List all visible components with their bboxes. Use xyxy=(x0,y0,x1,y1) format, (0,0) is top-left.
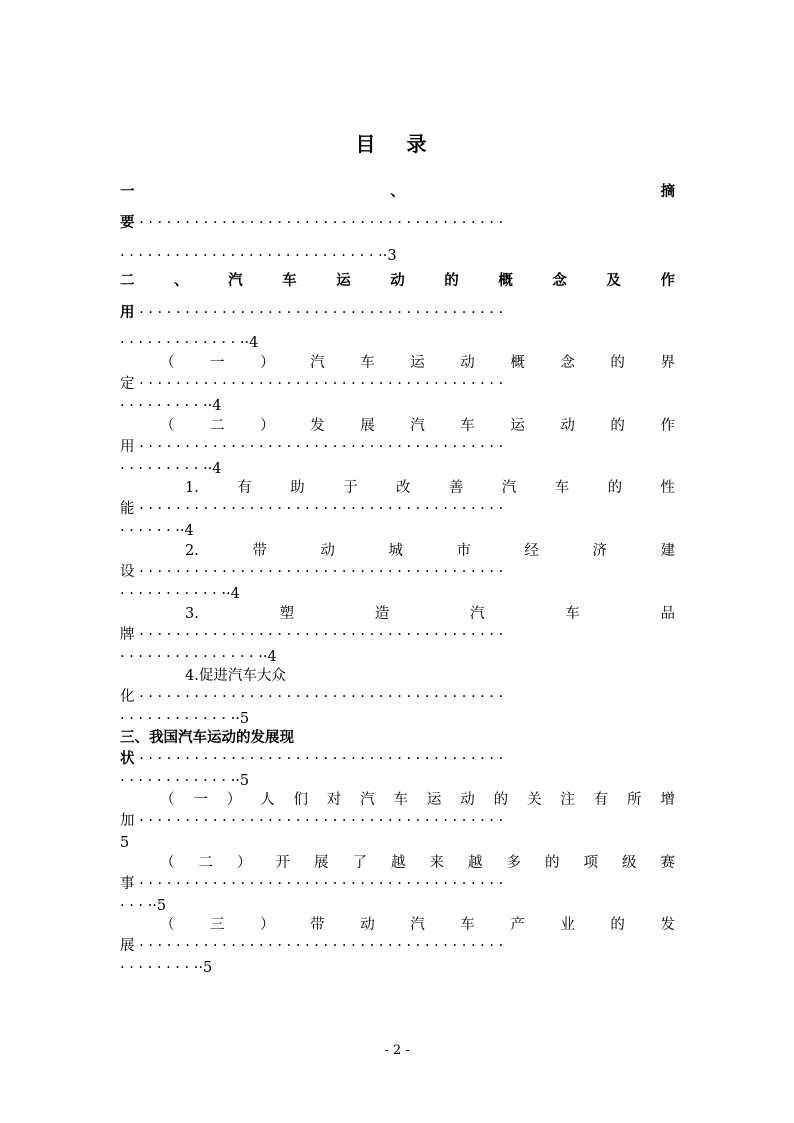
toc-heading-char: 一 xyxy=(210,355,225,371)
toc-heading-end: 化 xyxy=(120,689,135,705)
toc-heading-char: 念 xyxy=(552,272,567,289)
toc-heading-char: 动 xyxy=(460,792,475,808)
toc-heading-char: 车 xyxy=(393,792,409,808)
toc-page-number[interactable]: 5 xyxy=(239,773,250,789)
leader-dots: · · · ·· xyxy=(120,898,157,914)
toc-heading-char: ） xyxy=(260,418,275,434)
toc-heading-char: 品 xyxy=(660,606,675,622)
toc-heading-char: 善 xyxy=(448,480,464,496)
toc-heading-char: 济 xyxy=(592,543,607,559)
toc-heading-char: 车 xyxy=(282,272,297,289)
leader-dots: · · · · · · · · · · · · · · · · · · · · · · · · · · · · ·· xyxy=(120,248,388,264)
toc-entry-heading xyxy=(160,789,675,811)
toc-heading-char: 运 xyxy=(336,272,351,289)
toc-heading-char: 有 xyxy=(237,480,252,496)
toc-heading-char: 的 xyxy=(444,272,459,289)
leader-dots: · · · · · · · · · · · · · · · · · · · · · · · · · · · · · · · · · · · · · · · · xyxy=(134,439,504,455)
toc-heading-char: ） xyxy=(260,917,275,933)
toc-page-number[interactable]: 4 xyxy=(212,461,222,477)
toc-heading-end: 用 xyxy=(120,304,135,321)
toc-heading-end: 事 xyxy=(120,876,135,892)
toc-entry-heading: 4.促进汽车大众 xyxy=(185,668,286,684)
toc-heading-char: 概 xyxy=(510,355,525,371)
toc-heading-end: 能 xyxy=(120,501,135,517)
toc-heading-char: 车 xyxy=(565,606,580,622)
toc-heading-char: 带 xyxy=(310,917,325,933)
toc-heading-char: 及 xyxy=(606,272,621,289)
toc-heading-char: 越 xyxy=(391,855,406,871)
toc-heading-char: 、 xyxy=(174,272,189,289)
leader-dots: · · · · · · · · · ·· xyxy=(120,398,213,414)
toc-heading-char: 发 xyxy=(660,917,675,933)
toc-entry-page xyxy=(120,245,675,267)
toc-heading-char: （ xyxy=(160,855,175,871)
toc-entry-heading xyxy=(120,181,675,203)
leader-dots: · · · · · · · · · · · · ·· xyxy=(120,711,240,727)
toc-heading-char: 建 xyxy=(660,543,675,559)
toc-entry-heading xyxy=(185,540,675,562)
leader-dots: · · · · · · · · · · · · · · · · · · · · · · · · · · · · · · · · · · · · · · · · xyxy=(134,938,504,954)
toc-page-number[interactable]: 4 xyxy=(267,649,277,665)
page-number: - 2 - xyxy=(384,1043,410,1058)
toc-page-number[interactable]: 4 xyxy=(230,586,240,602)
toc-entry-heading xyxy=(160,914,675,936)
leader-dots: · · · · · · · · · · · · · · · · · · · · · · · · · · · · · · · · · · · · · · · · xyxy=(134,215,504,231)
toc-heading-char: 一 xyxy=(120,183,135,200)
toc-heading-char: 业 xyxy=(560,917,575,933)
toc-heading-char: 造 xyxy=(374,606,390,622)
toc-heading-char: 的 xyxy=(610,418,625,434)
toc-heading-char: 动 xyxy=(460,355,475,371)
toc-entry-leader xyxy=(120,686,675,708)
toc-page-number[interactable]: 5 xyxy=(239,711,250,727)
toc-heading-end: 要 xyxy=(120,214,135,231)
toc-entry-leader xyxy=(120,212,675,234)
toc-heading-char: （ xyxy=(160,792,175,808)
toc-heading-char: 的 xyxy=(610,355,625,371)
toc-title: 目 录 xyxy=(355,132,439,156)
leader-dots: · · · · · · · · ·· xyxy=(120,960,203,976)
toc-entry-leader xyxy=(120,810,675,832)
toc-entry-leader xyxy=(120,436,675,458)
toc-entry-heading xyxy=(160,415,675,437)
toc-heading-char: 人 xyxy=(260,792,275,808)
toc-heading-char: 动 xyxy=(560,418,575,434)
toc-heading-char: 运 xyxy=(426,792,442,808)
toc-page-number[interactable]: 5 xyxy=(120,835,130,851)
leader-dots: · · · · · · · · · · · · · ·· xyxy=(120,335,250,351)
toc-entry-leader xyxy=(120,373,675,395)
toc-heading-char: 作 xyxy=(660,418,675,434)
toc-heading-char: 动 xyxy=(360,917,375,933)
toc-heading-char: 发 xyxy=(310,418,325,434)
toc-heading-char: 了 xyxy=(352,855,367,871)
toc-page-number[interactable]: 4 xyxy=(249,335,259,351)
toc-heading-char: 动 xyxy=(320,543,335,559)
toc-heading-char: 展 xyxy=(314,855,329,871)
toc-entry-leader xyxy=(120,873,675,895)
toc-heading-char: 的 xyxy=(607,480,623,496)
toc-entry-leader xyxy=(120,561,675,583)
toc-entry-leader xyxy=(120,498,675,520)
toc-heading-char: 二 xyxy=(198,855,213,871)
toc-heading-char: 车 xyxy=(460,418,475,434)
toc-heading-char: 1. xyxy=(185,480,199,496)
toc-heading-char: 来 xyxy=(429,855,444,871)
leader-dots: · · · · · · · · · · · · · · · · · · · · · · · · · · · · · · · · · · · · · · · · xyxy=(134,751,504,767)
toc-entry-page xyxy=(120,832,675,854)
leader-dots: · · · · · · · · · · · · · · · ·· xyxy=(120,649,268,665)
toc-page-number[interactable]: 3 xyxy=(387,248,397,264)
toc-heading-char: 汽 xyxy=(501,480,517,496)
toc-heading-char: 车 xyxy=(460,917,475,933)
toc-heading-char: 的 xyxy=(545,855,560,871)
toc-heading-char: 注 xyxy=(560,792,575,808)
toc-entry-leader xyxy=(120,935,675,957)
toc-heading-end: 状 xyxy=(120,750,135,767)
leader-dots: · · · · · · · · · · · ·· xyxy=(120,586,231,602)
toc-heading-char: 二 xyxy=(210,418,225,434)
toc-entry-leader xyxy=(120,624,675,646)
toc-heading-char: 改 xyxy=(395,480,411,496)
toc-heading-char: 产 xyxy=(510,917,525,933)
toc-heading-char: ） xyxy=(260,355,275,371)
toc-heading-char: （ xyxy=(160,355,175,371)
toc-heading-char: 关 xyxy=(526,792,542,808)
toc-entry-page xyxy=(120,520,675,542)
toc-heading-char: 车 xyxy=(360,355,375,371)
toc-heading-char: 汽 xyxy=(410,418,425,434)
toc-heading-char: 、 xyxy=(390,183,405,200)
toc-heading-char: 对 xyxy=(326,792,342,808)
toc-heading-char: 界 xyxy=(660,355,675,371)
toc-heading-char: 展 xyxy=(360,418,375,434)
toc-heading-char: 作 xyxy=(660,272,675,289)
toc-heading-end: 设 xyxy=(120,564,135,580)
leader-dots: · · · · · · · · · ·· xyxy=(120,461,213,477)
toc-entry-page xyxy=(120,395,675,417)
toc-heading-char: 性 xyxy=(660,480,675,496)
toc-heading-char: 3. xyxy=(185,606,199,622)
toc-entry-heading xyxy=(160,852,675,874)
toc-heading-char: 带 xyxy=(252,543,267,559)
toc-heading-char: 摘 xyxy=(660,183,675,200)
leader-dots: · · · · · · · · · · · · · · · · · · · · · · · · · · · · · · · · · · · · · · · · xyxy=(134,305,504,321)
leader-dots: · · · · · · · · · · · · · · · · · · · · · · · · · · · · · · · · · · · · · · · · xyxy=(134,876,504,892)
toc-heading-char: 2. xyxy=(185,543,199,559)
leader-dots: · · · · · · · · · · · · · · · · · · · · · · · · · · · · · · · · · · · · · · · · xyxy=(134,501,504,517)
toc-heading-end: 用 xyxy=(120,439,135,455)
toc-heading-char: 项 xyxy=(583,855,598,871)
toc-heading-char: 的 xyxy=(493,792,509,808)
toc-heading-char: 经 xyxy=(524,543,539,559)
toc-heading-char: 念 xyxy=(560,355,575,371)
toc-entry-page xyxy=(120,957,675,979)
toc-heading-char: 运 xyxy=(410,355,425,371)
toc-heading-end: 定 xyxy=(120,376,135,392)
toc-heading-char: ） xyxy=(226,792,242,808)
toc-heading-end: 加 xyxy=(120,813,135,829)
toc-heading-char: 城 xyxy=(388,543,403,559)
toc-heading-char: 的 xyxy=(610,917,625,933)
toc-heading-char: 市 xyxy=(456,543,471,559)
toc-page-number[interactable]: 5 xyxy=(156,898,167,914)
toc-entry-heading xyxy=(185,603,675,625)
toc-heading-char: 概 xyxy=(498,272,513,289)
toc-heading-char: 有 xyxy=(593,792,609,808)
leader-dots: · · · · · · · · · · · · ·· xyxy=(120,773,240,789)
toc-heading-char: 助 xyxy=(290,480,305,496)
toc-heading-char: 汽 xyxy=(410,917,425,933)
toc-entry-page xyxy=(120,332,675,354)
leader-dots: · · · · · · · · · · · · · · · · · · · · · · · · · · · · · · · · · · · · · · · · xyxy=(134,813,504,829)
toc-heading-char: ） xyxy=(237,855,252,871)
toc-heading-char: 塑 xyxy=(279,606,295,622)
toc-heading-char: 一 xyxy=(193,792,208,808)
toc-heading-char: 开 xyxy=(275,855,290,871)
toc-page-number[interactable]: 4 xyxy=(212,398,222,414)
toc-heading-char: 三 xyxy=(210,917,225,933)
toc-heading-char: 级 xyxy=(622,855,637,871)
toc-heading-end: 牌 xyxy=(120,627,135,643)
toc-heading-char: 所 xyxy=(627,792,642,808)
leader-dots: · · · · · · · · · · · · · · · · · · · · · · · · · · · · · · · · · · · · · · · · xyxy=(134,376,504,392)
toc-heading-char: 增 xyxy=(660,792,675,808)
toc-heading-char: 车 xyxy=(554,480,570,496)
toc-entry-heading: 三、我国汽车运动的发展现 xyxy=(120,729,294,746)
toc-entry-heading xyxy=(120,270,675,292)
toc-heading-char: 赛 xyxy=(660,855,675,871)
toc-page-number[interactable]: 5 xyxy=(202,960,213,976)
toc-heading-char: 动 xyxy=(390,272,405,289)
toc-heading-char: 汽 xyxy=(360,792,375,808)
toc-entry-leader xyxy=(120,302,675,324)
toc-heading-char: 汽 xyxy=(470,606,485,622)
toc-heading-char: 汽 xyxy=(228,272,243,289)
toc-entry-page xyxy=(120,583,675,605)
toc-heading-char: 于 xyxy=(343,480,358,496)
toc-heading-end: 展 xyxy=(120,938,135,954)
toc-page-number[interactable]: 4 xyxy=(184,523,194,539)
toc-entry-leader xyxy=(120,748,675,770)
toc-heading-char: 二 xyxy=(120,272,135,289)
toc-entry-heading xyxy=(185,477,675,499)
toc-heading-char: 们 xyxy=(293,792,308,808)
toc-entry-heading xyxy=(160,352,675,374)
leader-dots: · · · · · · · · · · · · · · · · · · · · · · · · · · · · · · · · · · · · · · · · xyxy=(134,627,504,643)
toc-heading-char: 多 xyxy=(506,855,521,871)
toc-heading-char: 运 xyxy=(510,418,525,434)
toc-heading-char: （ xyxy=(160,917,175,933)
toc-heading-char: 汽 xyxy=(310,355,325,371)
leader-dots: · · · · · · · · · · · · · · · · · · · · · · · · · · · · · · · · · · · · · · · · xyxy=(134,564,504,580)
leader-dots: · · · · · · · · · · · · · · · · · · · · · · · · · · · · · · · · · · · · · · · · xyxy=(134,689,504,705)
toc-heading-char: 越 xyxy=(468,855,483,871)
toc-heading-char: （ xyxy=(160,418,175,434)
leader-dots: · · · · · · ·· xyxy=(120,523,185,539)
